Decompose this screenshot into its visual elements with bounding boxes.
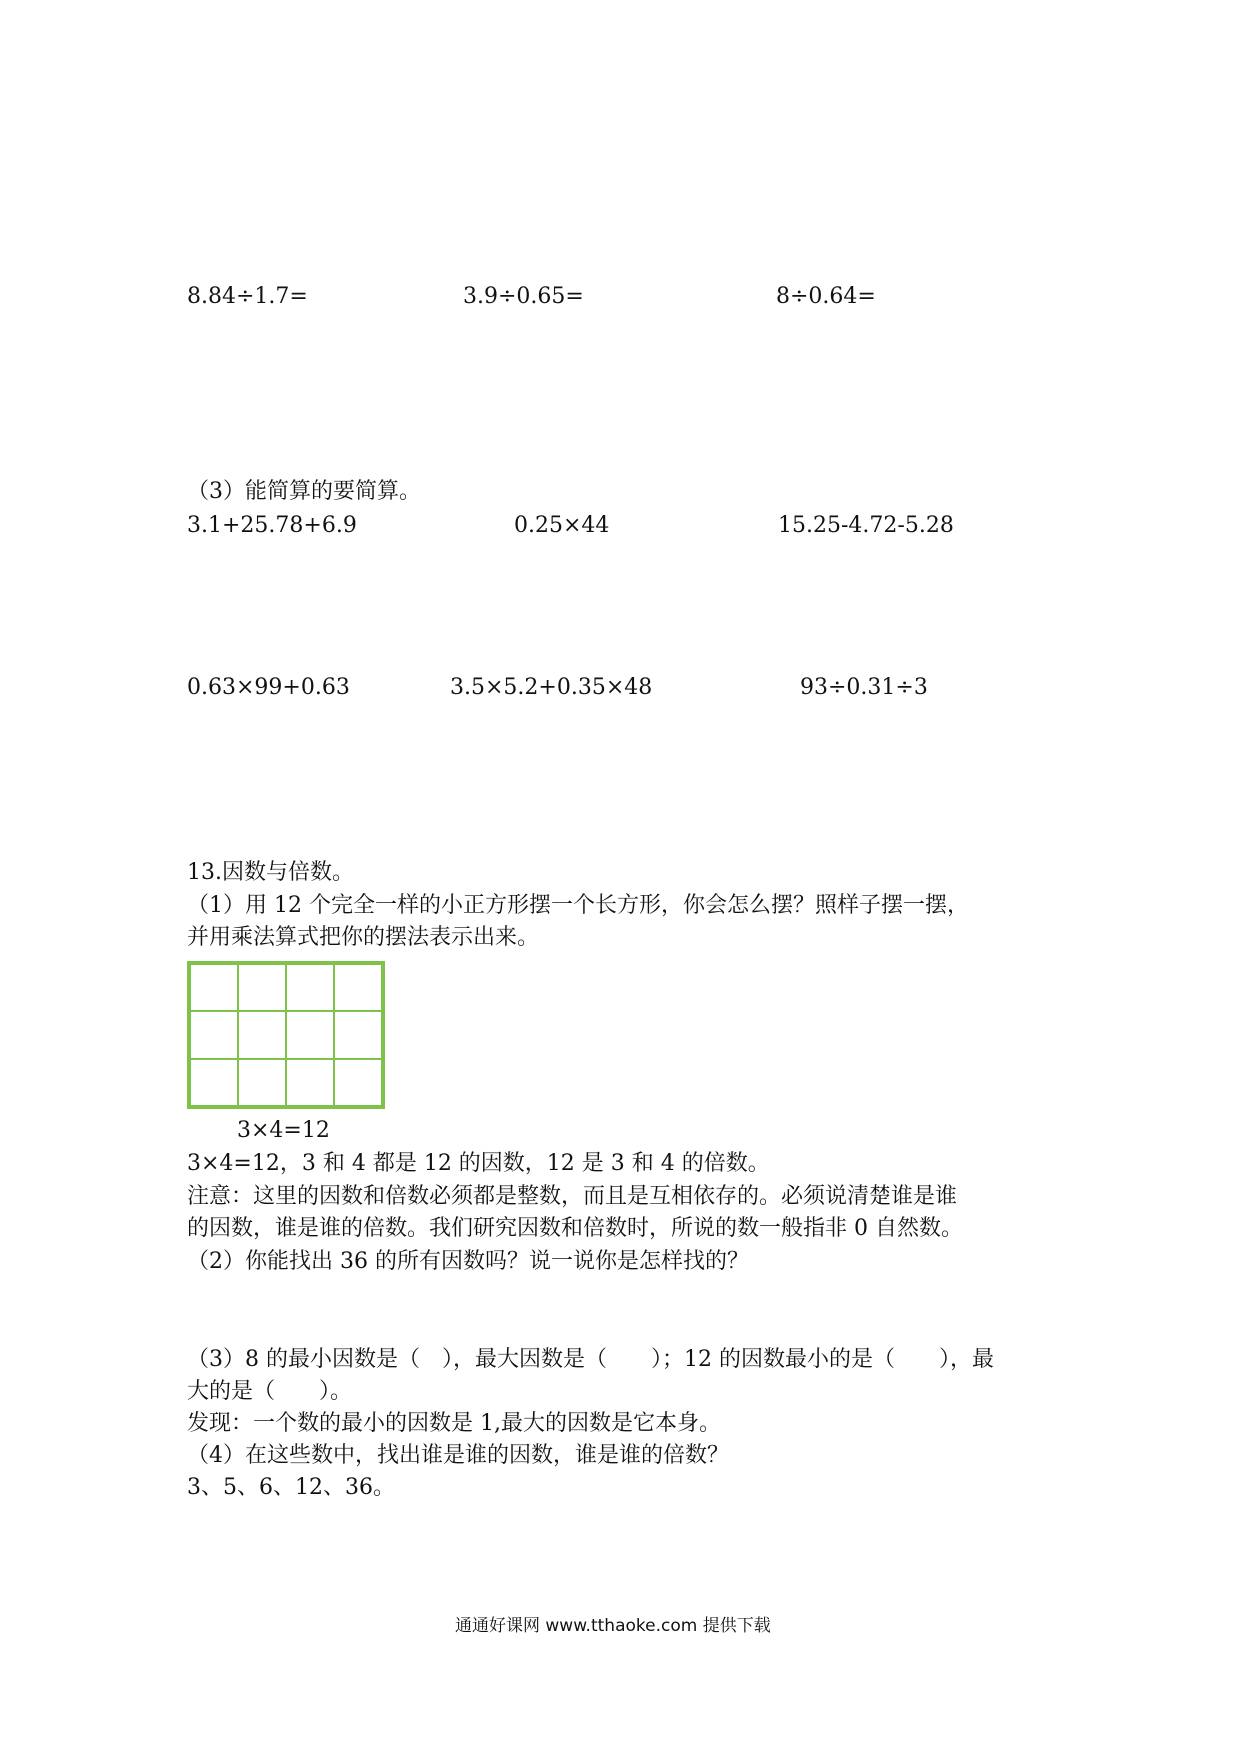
grid-cell [334,964,382,1011]
grid-cell [286,1059,334,1106]
simplify-item-4: 0.63×99+0.63 [187,675,350,700]
simplify-item-3: 15.25-4.72-5.28 [778,513,954,538]
question-13-4: （4）在这些数中，找出谁是谁的因数，谁是谁的倍数？ [187,1443,729,1468]
grid-cell [334,1011,382,1058]
grid-cell [190,1011,238,1058]
note-line-2: 的因数，谁是谁的倍数。我们研究因数和倍数时，所说的数一般指非 0 自然数。 [187,1216,963,1241]
simplify-item-2: 0.25×44 [514,513,610,538]
number-list: 3、5、6、12、36。 [187,1475,395,1500]
note-line-1: 注意：这里的因数和倍数必须都是整数，而且是互相依存的。必须说清楚谁是谁 [187,1184,958,1209]
grid-cell [190,964,238,1011]
grid-caption: 3×4=12 [237,1118,330,1143]
question-13-2: （2）你能找出 36 的所有因数吗？说一说你是怎样找的？ [187,1249,749,1274]
question-13-3-line2: 大的是（ ）。 [187,1379,353,1404]
simplify-item-5: 3.5×5.2+0.35×48 [450,675,653,700]
question-13-1-line2: 并用乘法算式把你的摆法表示出来。 [187,925,540,950]
question-13-3-line1: （3）8 的最小因数是（ ），最大因数是（ ）；12 的因数最小的是（ ），最 [187,1347,994,1372]
grid-cell [238,964,286,1011]
section-heading-simplify: （3）能简算的要简算。 [187,479,421,504]
page-footer: 通通好课网 www.tthaoke.com 提供下载 [455,1616,771,1636]
factor-explanation: 3×4=12，3 和 4 都是 12 的因数，12 是 3 和 4 的倍数。 [187,1151,770,1176]
simplify-item-6: 93÷0.31÷3 [800,675,928,700]
division-item-1: 8.84÷1.7= [187,284,308,309]
division-item-3: 8÷0.64= [776,284,876,309]
grid-cell [286,1011,334,1058]
grid-cell [286,964,334,1011]
question-13-title: 13.因数与倍数。 [187,860,354,885]
grid-cell [238,1011,286,1058]
rectangle-grid-3x4 [187,961,385,1109]
division-item-2: 3.9÷0.65= [463,284,584,309]
simplify-item-1: 3.1+25.78+6.9 [187,513,357,538]
grid-cell [238,1059,286,1106]
grid-cell [334,1059,382,1106]
finding-text: 发现：一个数的最小的因数是 1,最大的因数是它本身。 [187,1411,721,1436]
grid-cell [190,1059,238,1106]
question-13-1-line1: （1）用 12 个完全一样的小正方形摆一个长方形，你会怎么摆？照样子摆一摆， [187,893,969,918]
